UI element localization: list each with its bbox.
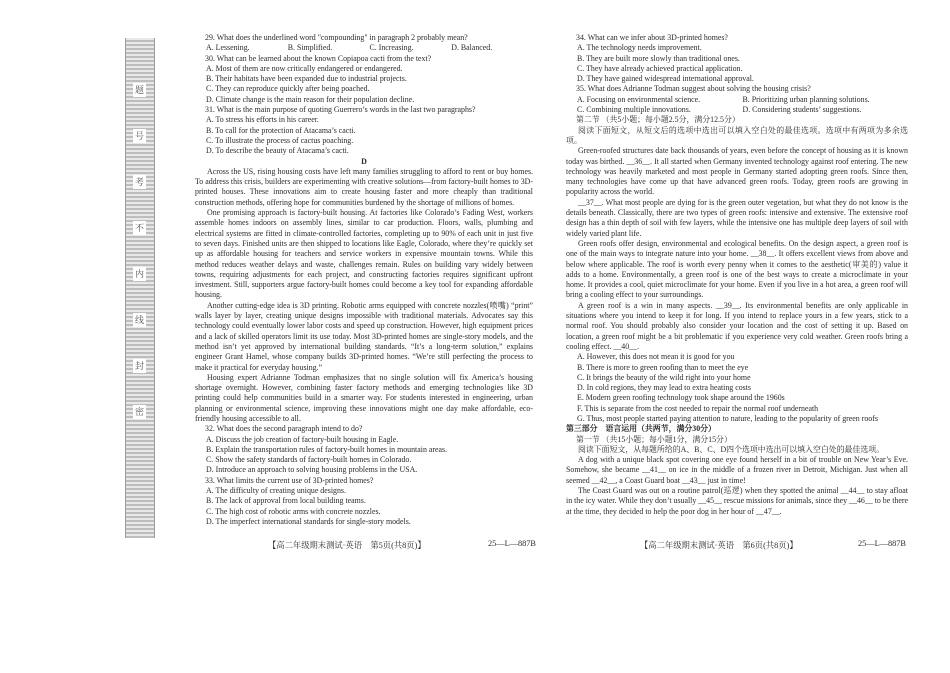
- passage-paragraph: A green roof is a win in many aspects. __39__. Its environmental benefits are only applicable in situations where you intend to keep it for long. If you intend to replace yours in a few years, stick to a normal roof. You should probably also consider your location and the cost of setting it up. Based on location, a green roof might be a bit problematic if you experience very cold weather. Green roofs bring a cooling effect. __40__.: [566, 300, 908, 351]
- question-stem: 第一节 （共15小题；每小题1分，满分15分）: [576, 434, 732, 444]
- option-text: D. To describe the beauty of Atacama’s cacti.: [206, 146, 349, 156]
- option-text: C. They have already achieved practical application.: [577, 63, 743, 73]
- passage-paragraph: 阅读下面短文，从短文后的选项中选出可以填入空白处的最佳选项。选项中有两项为多余选项。: [566, 125, 908, 145]
- option-text: D. Balanced.: [451, 43, 493, 53]
- option-text: B. They are built more slowly than traditional ones.: [577, 53, 740, 63]
- option-text: F. This is separate from the cost needed to repair the normal roof underneath: [577, 403, 819, 413]
- option-row: [566, 95, 908, 105]
- option-text: C. To illustrate the process of cactus poaching.: [206, 135, 354, 145]
- option-text: D. They have gained widespread international approval.: [577, 74, 754, 84]
- option-text: B. To call for the protection of Atacama’s cacti.: [206, 125, 356, 135]
- page-5-column: [195, 33, 533, 527]
- option-text: B. The lack of approval from local building teams.: [206, 496, 366, 506]
- option-text: A. However, this does not mean it is good for you: [577, 352, 735, 362]
- binding-strip: [125, 38, 155, 538]
- option-text: C. They can reproduce quickly after being poached.: [206, 84, 370, 94]
- binding-label: 题: [134, 85, 144, 95]
- option-text: C. Combining multiple innovations.: [577, 105, 691, 115]
- option-text: B. Prioritizing urban planning solutions.: [742, 94, 870, 104]
- option-text: A. Most of them are now critically endangered or endangered.: [206, 63, 403, 73]
- footer-left-code: 25—L—887B: [488, 539, 536, 548]
- page-6-column: [566, 33, 908, 517]
- passage-paragraph: Across the US, rising housing costs have left many families struggling to afford to rent or buy homes. To address this crisis, builders are experimenting with creative solutions—from factory-built homes to 3D-printed houses. These innovations aim to create housing faster and more cheaply than traditional construction methods, offering hope for communities burdened by the shortage of millions of homes.: [195, 166, 533, 207]
- passage-paragraph: 阅读下面短文，从每题所给的A、B、C、D四个选项中选出可以填入空白处的最佳选项。: [578, 444, 884, 454]
- passage-paragraph: Another cutting-edge idea is 3D printing. Robotic arms equipped with concrete nozzles(喷嘴) “print” walls layer by layer, creating unique designs impossible with traditional materials. Advocates say this technology could eventually lower labor costs and speed up construction. However, high equipment prices and a lack of skilled operators limit its use today. Most 3D-printed homes are single-story models, and the method isn’t yet approved by international building standards. “It’s a long-term solution,” explains engineer Grant Hamel, whose company builds 3D-printed homes. “We’re still perfecting the process to make it practical for everyday housing.”: [195, 300, 533, 372]
- option-text: A. The difficulty of creating unique designs.: [206, 486, 346, 496]
- footer-right-title: 【高二年级期末测试·英语 第6页(共8页)】: [640, 541, 798, 550]
- question-stem: 31. What is the main purpose of quoting Guerrero’s words in the last two paragraphs?: [205, 105, 476, 115]
- option-text: D. Considering students’ suggestions.: [742, 105, 862, 115]
- option-text: C. The high cost of robotic arms with concrete nozzles.: [206, 506, 381, 516]
- question-stem: 第二节 （共5小题；每小题2.5分，满分12.5分）: [576, 115, 740, 125]
- binding-label: 内: [134, 269, 144, 279]
- question-stem: 34. What can we infer about 3D-printed homes?: [576, 33, 728, 42]
- binding-label: 封: [134, 361, 144, 371]
- option-text: C. Increasing.: [369, 43, 414, 53]
- option-text: D. Climate change is the main reason for their population decline.: [206, 94, 415, 104]
- binding-label: 密: [134, 407, 144, 417]
- option-text: A. The technology needs improvement.: [577, 43, 702, 53]
- option-text: D. Introduce an approach to solving housing problems in the USA.: [206, 465, 418, 475]
- option-row: [195, 43, 533, 53]
- binding-label: 号: [134, 131, 144, 141]
- section-heading: 第三部分 语言运用（共两节，满分30分）: [566, 424, 716, 434]
- passage-paragraph: Green-roofed structures date back thousands of years, even before the concept of housing as it is known today was birthed. __36__. It all started when Germany invented technology against roof entering. The new technology was heavily marketed and most people in Germany started adopting green roofs. Since then, many technologies have come up that have advanced green roofs. Today, green roofs are growing in popularity across the world.: [566, 146, 908, 197]
- option-text: G. Thus, most people started paying attention to nature, leading to the popularity of green roofs: [577, 413, 878, 423]
- footer-left-title: 【高二年级期末测试·英语 第5页(共8页)】: [268, 541, 426, 550]
- question-stem: 32. What does the second paragraph intend to do?: [205, 424, 363, 434]
- question-stem: 30. What can be learned about the known Copiapoa cacti from the text?: [205, 53, 432, 63]
- footer-right-code: 25—L—887B: [858, 539, 906, 548]
- option-text: D. In cold regions, they may lead to extra heating costs: [577, 383, 751, 393]
- option-text: A. Discuss the job creation of factory-built housing in Eagle.: [206, 434, 399, 444]
- option-text: B. Their habitats have been expanded due to industrial projects.: [206, 74, 407, 84]
- passage-paragraph: A dog with a unique black spot covering one eye found herself in a bit of trouble on New Year’s Eve. Somehow, she became __41__ on ice in the middle of a frozen river in Detroit, Michigan. Just when all seemed __42__, a Coast Guard boat __43__ just in time!: [566, 455, 908, 485]
- passage-paragraph: Green roofs offer design, environmental and ecological benefits. On the design aspect, a green roof is one of the main ways to integrate nature into your home. __38__. It offers excellent views from above and below where applicable. The roof is worth every penny when it comes to the aesthetic(审美的) value it adds to a home. Environmentally, a green roof is one of the best ways to create a microclimate in your home. It provides a cool, quiet microclimate for your home. Even if you live in a hot area, a green roof will bring a cooling effect to your surroundings.: [566, 238, 908, 300]
- option-text: A. Focusing on environmental science.: [577, 94, 701, 104]
- binding-label: 考: [134, 177, 144, 187]
- question-stem: 35. What does Adrianne Todman suggest about solving the housing crisis?: [576, 84, 811, 94]
- option-row: [566, 105, 908, 115]
- option-text: A. To stress his efforts in his career.: [206, 115, 319, 125]
- binding-label: 线: [134, 315, 144, 325]
- passage-paragraph: One promising approach is factory-built housing. At factories like Colorado’s Fading West, workers assemble homes indoors on assembly lines, similar to car production. Floors, walls, plumbing and electrical systems are fitted in climate-controlled factories, completing up to 90% of each unit in just five to seven days. Finished units are then shipped to locations like Eagle, Colorado, where they’re quickly set up as affordable housing for teachers and service workers in expensive mountain towns. While this method reduces weather delays and waste, challenges remain. Rules on building vary widely between towns, requiring adjustments for each project, and constructing factories requires significant upfront investment. Still, supporters argue factory-built homes could become a key tool for expanding affordable housing.: [195, 208, 533, 300]
- option-text: A. Lessening.: [206, 43, 250, 53]
- passage-label: D: [361, 156, 367, 166]
- option-text: B. Simplified.: [287, 43, 333, 53]
- option-text: B. Explain the transportation rules of factory-built homes in mountain areas.: [206, 444, 448, 454]
- option-text: C. Show the safety standards of factory-built homes in Colorado.: [206, 455, 412, 465]
- option-text: C. It brings the beauty of the wild right into your home: [577, 372, 751, 382]
- option-text: B. There is more to green roofing than to meet the eye: [577, 362, 749, 372]
- passage-paragraph: __37__. What most people are dying for is the green outer vegetation, but what they do not know is the details beneath. Classically, there are two types of green roofs: intensive and extensive. The extensive roof design has a thin depth of soil with few layers, while the intensive one has multiple deep layers of soil with widely varied plant life.: [566, 197, 908, 238]
- option-text: E. Modern green roofing technology took shape around the 1960s: [577, 393, 785, 403]
- option-text: D. The imperfect international standards for single-story models.: [206, 516, 411, 526]
- passage-paragraph: Housing expert Adrianne Todman emphasizes that no single solution will fix America’s housing shortage overnight. However, combining faster factory methods and emerging technologies like 3D printing could help communities build in a smarter way. For students interested in engineering, urban planning or environmental science, improving these innovations might one day make affordable, eco-friendly housing accessible to all.: [195, 372, 533, 423]
- question-stem: 29. What does the underlined word "compounding" in paragraph 2 probably mean?: [205, 33, 468, 42]
- binding-label: 不: [134, 223, 144, 233]
- passage-paragraph: The Coast Guard was out on a routine patrol(巡逻) when they spotted the animal __44__ to stay afloat in the icy water. While they don’t usually __45__ rescue missions for animals, since they __46__ to be there at the time, they decided to help the poor dog in her hour of __47__.: [566, 486, 909, 516]
- question-stem: 33. What limits the current use of 3D-printed homes?: [205, 475, 374, 485]
